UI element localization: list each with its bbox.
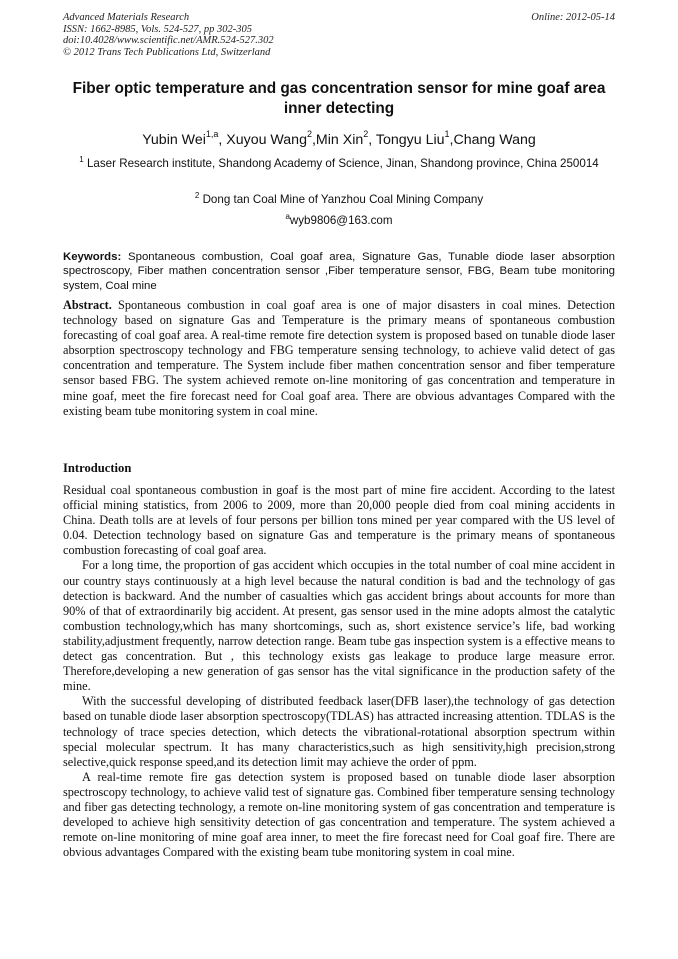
online-date: Online: 2012-05-14 [531,12,615,23]
issn-line: ISSN: 1662-8985, Vols. 524-527, pp 302-305 [63,23,252,35]
author-list [63,130,615,150]
author-superscript: 2 [363,129,369,139]
keywords-label: Keywords: [63,251,122,263]
email-text: wyb9806@163.com [289,214,393,227]
paragraph: For a long time, the proportion of gas accident which occupies in the total number of coal mine accident in our country stays continuously at a high level because the natural condition is bad and the technology of gas detection is backward. And the number of casualties which gas accident brings about accounts for more than 90% of that of extraordinarily big accident. At present, gas sensor used in the mine adopts almost the catalytic combustion technology,which has many shortcomings, such as, short existence service’s life, bad working stability,adjustment frequently, narrow detection range. Beam tube gas inspection system is a effective means to detect gas concentration. But , this technology exists gas leakage to produce large measure error. Therefore,developing a new generation of gas sensor has the vital significance in the production safety of the mine. [63,558,615,694]
abstract [63,298,615,419]
author-superscript: 1,a [205,129,219,139]
keywords [63,250,615,293]
email-marker: a [285,212,290,221]
author-superscript: 1 [444,129,450,139]
doi-line: doi:10.4028/www.scientific.net/AMR.524-527.302 [63,35,274,47]
paper-title: Fiber optic temperature and gas concentration sensor for mine goaf area inner detecting [72,80,606,117]
paragraph: With the successful developing of distributed feedback laser(DFB laser),the technology of gas detection based on tunable diode laser absorption spectroscopy(TDLAS) has attracted increasing attention. TDLAS is the technology of trace species detection, which detects the vibrational-rotational absorption spectrum within special molecular spectrum. It has many characteristics,such as high sensitivity,high precision,strong selective,quick response speed,and its detection limit may achieve the order of ppm. [63,694,615,769]
affiliation-text: Laser Research institute, Shandong Academy of Science, Jinan, Shandong province, China 250014 [86,157,599,170]
affiliation-2 [63,193,615,208]
author-name: , Xuyou Wang [218,132,307,148]
author-name: Yubin Wei [142,132,206,148]
journal-header [63,12,615,58]
keywords-text: Spontaneous combustion, Coal goaf area, Signature Gas, Tunable diode laser absorption spectroscopy, Fiber mathen concentration sensor ,Fiber temperature sensor, FBG, Beam tube monitoring system, Coal mine [63,251,615,292]
affiliation-text: Dong tan Coal Mine of Yanzhou Coal Mining Company [202,193,484,206]
author-email [63,214,615,229]
author-name: ,Chang Wang [449,132,536,148]
journal-name: Advanced Materials Research [63,12,190,23]
affiliation-1 [63,157,615,172]
abstract-text: Spontaneous combustion in coal goaf area is one of major disasters in coal mines. Detection technology based on signature Gas and Temperature is the primary means of spontaneous combustion forecasting of coal goaf area. A real-time remote fire detection system is proposed based on tunable diode laser absorption spectroscopy technology and FBG temperature sensing technology, to achieve valid detect of gas concentration and temperature. The System include fiber mathen concentration sensor and fiber temperature sensor based FBG. The system achieved remote on-line monitoring of gas concentration and temperature in mine goaf, meet the fire forecast need for Coal goaf area. There are obvious advantages Compared with the existing beam tube monitoring system in coal mine. [63,298,615,418]
affiliation-marker: 2 [194,191,200,200]
section-heading-introduction: Introduction [63,461,132,475]
author-name: ,Min Xin [311,132,364,148]
paragraph: A real-time remote fire gas detection system is proposed based on tunable diode laser absorption spectroscopy technology, to achieve valid test of signature gas. Combined fiber temperature sensing technology and fiber gas detecting technology, a remote on-line monitoring system of gas concentration and temperature is developed to achieve high sensitivity detection of gas concentration and temperature. The system achieved a remote on-line monitoring of mine goaf area inner, to meet the fire forecast need for Coal goaf fire. There are obvious advantages Compared with the existing beam tube monitoring system in coal mine. [63,769,615,860]
author-name: , Tongyu Liu [368,132,445,148]
paragraph: Residual coal spontaneous combustion in goaf is the most part of mine fire accident. According to the latest official mining statistics, from 2006 to 2009, more than 20,000 people died from coal mining accidents in China. Death tolls are at levels of four persons per billion tons mined per year compared with the US level of 0.04. Detection technology based on signature Gas and temperature is the primary means of spontaneous combustion forecasting of coal goaf area. [63,483,615,558]
abstract-label: Abstract. [63,298,112,312]
introduction-body [63,483,615,860]
affiliation-marker: 1 [79,155,84,164]
author-superscript: 2 [306,129,312,139]
copyright-line: © 2012 Trans Tech Publications Ltd, Switzerland [63,46,271,58]
